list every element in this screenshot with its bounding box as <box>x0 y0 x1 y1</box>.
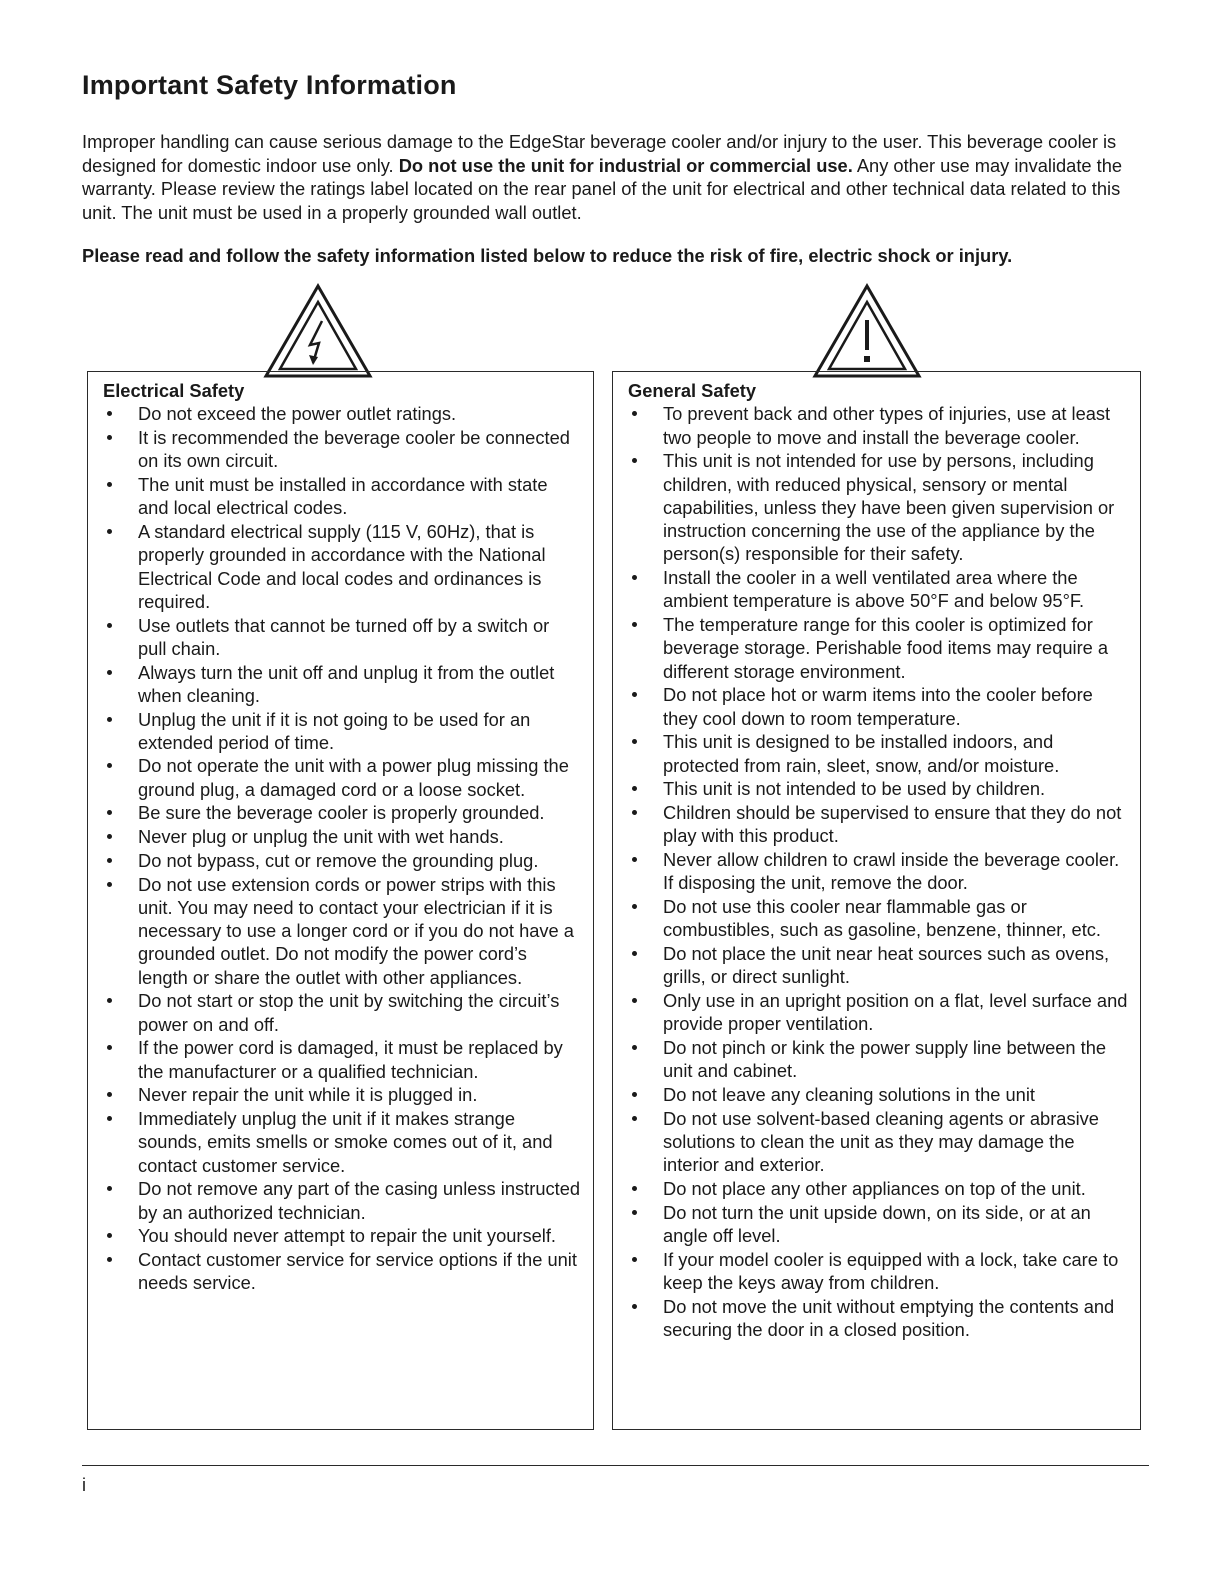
list-item: Do not use solvent-based cleaning agents or abrasive solutions to clean the unit as they may damage the interior and exterior. <box>628 1107 1128 1177</box>
list-item: To prevent back and other types of injuries, use at least two people to move and install the beverage cooler. <box>628 402 1128 449</box>
list-item: Unplug the unit if it is not going to be used for an extended period of time. <box>103 708 581 755</box>
list-item: Do not turn the unit upside down, on its side, or at an angle off level. <box>628 1201 1128 1248</box>
list-item: Immediately unplug the unit if it makes strange sounds, emits smells or smoke comes out of it, and contact customer service. <box>103 1107 581 1177</box>
general-safety-box <box>612 371 1141 1430</box>
list-item: Do not place the unit near heat sources such as ovens, grills, or direct sunlight. <box>628 942 1128 989</box>
page-number: i <box>82 1475 86 1495</box>
safety-warning-heading: Please read and follow the safety information listed below to reduce the risk of fire, electric shock or injury. <box>82 245 1013 266</box>
list-item: The unit must be installed in accordance with state and local electrical codes. <box>103 473 581 520</box>
general-caution-warning-icon <box>812 283 922 379</box>
list-item: Do not move the unit without emptying the contents and securing the door in a closed position. <box>628 1295 1128 1342</box>
list-item: Contact customer service for service options if the unit needs service. <box>103 1248 581 1295</box>
general-safety-list <box>628 402 1128 1341</box>
list-item: Do not bypass, cut or remove the grounding plug. <box>103 849 581 872</box>
list-item: The temperature range for this cooler is optimized for beverage storage. Perishable food items may require a different storage environment. <box>628 613 1128 683</box>
list-item: Never allow children to crawl inside the beverage cooler. If disposing the unit, remove the door. <box>628 848 1128 895</box>
list-item: Do not exceed the power outlet ratings. <box>103 402 581 425</box>
list-item: Do not pinch or kink the power supply line between the unit and cabinet. <box>628 1036 1128 1083</box>
list-item: Do not start or stop the unit by switching the circuit’s power on and off. <box>103 989 581 1036</box>
list-item: Do not place hot or warm items into the cooler before they cool down to room temperature. <box>628 683 1128 730</box>
footer-divider <box>82 1465 1149 1466</box>
list-item: It is recommended the beverage cooler be connected on its own circuit. <box>103 426 581 473</box>
electrical-safety-list <box>103 402 581 1294</box>
list-item: Do not use extension cords or power strips with this unit. You may need to contact your electrician if it is necessary to use a longer cord or if you do not have a grounded outlet. Do not modify the power cord’s length or share the outlet with other appliances. <box>103 873 581 989</box>
list-item: This unit is not intended to be used by children. <box>628 777 1128 800</box>
list-item: Only use in an upright position on a flat, level surface and provide proper ventilation. <box>628 989 1128 1036</box>
list-item: Do not remove any part of the casing unless instructed by an authorized technician. <box>103 1177 581 1224</box>
list-item: You should never attempt to repair the unit yourself. <box>103 1224 581 1247</box>
general-safety-title: General Safety <box>628 380 757 401</box>
intro-text-start: Improper handling can cause serious damage to the EdgeStar beverage cooler and/or injury to the user. This beverage cooler is designed for domestic indoor use only. <box>82 131 1117 176</box>
list-item: This unit is not intended for use by persons, including children, with reduced physical, sensory or mental capabilities, unless they have been given supervision or instruction concerning the use of the appliance by the person(s) responsible for their safety. <box>628 449 1128 565</box>
list-item: Do not place any other appliances on top of the unit. <box>628 1177 1128 1200</box>
list-item: Do not operate the unit with a power plug missing the ground plug, a damaged cord or a loose socket. <box>103 754 581 801</box>
intro-bold-warning: Do not use the unit for industrial or commercial use. <box>398 154 853 176</box>
intro-paragraph <box>82 130 1142 224</box>
list-item: Always turn the unit off and unplug it from the outlet when cleaning. <box>103 661 581 708</box>
list-item: Do not use this cooler near flammable gas or combustibles, such as gasoline, benzene, thinner, etc. <box>628 895 1128 942</box>
electrical-safety-box <box>87 371 594 1430</box>
list-item: Use outlets that cannot be turned off by a switch or pull chain. <box>103 614 581 661</box>
list-item: A standard electrical supply (115 V, 60Hz), that is properly grounded in accordance with the National Electrical Code and local codes and ordinances is required. <box>103 520 581 613</box>
list-item: Install the cooler in a well ventilated area where the ambient temperature is above 50°F and below 95°F. <box>628 566 1128 613</box>
list-item: Do not leave any cleaning solutions in the unit <box>628 1083 1128 1106</box>
list-item: Be sure the beverage cooler is properly grounded. <box>103 801 581 824</box>
list-item: Never repair the unit while it is plugged in. <box>103 1083 581 1106</box>
list-item: If the power cord is damaged, it must be replaced by the manufacturer or a qualified technician. <box>103 1036 581 1083</box>
list-item: Children should be supervised to ensure that they do not play with this product. <box>628 801 1128 848</box>
electrical-hazard-warning-icon <box>263 283 373 379</box>
page-title: Important Safety Information <box>82 70 457 100</box>
list-item: Never plug or unplug the unit with wet hands. <box>103 825 581 848</box>
list-item: If your model cooler is equipped with a lock, take care to keep the keys away from children. <box>628 1248 1128 1295</box>
intro-text-end: Any other use may invalidate the warranty. Please review the ratings label located on the rear panel of the unit for electrical and other technical data related to this unit. The unit must be used in a properly grounded wall outlet. <box>82 154 1123 223</box>
electrical-safety-title: Electrical Safety <box>103 380 245 401</box>
list-item: This unit is designed to be installed indoors, and protected from rain, sleet, snow, and/or moisture. <box>628 730 1128 777</box>
